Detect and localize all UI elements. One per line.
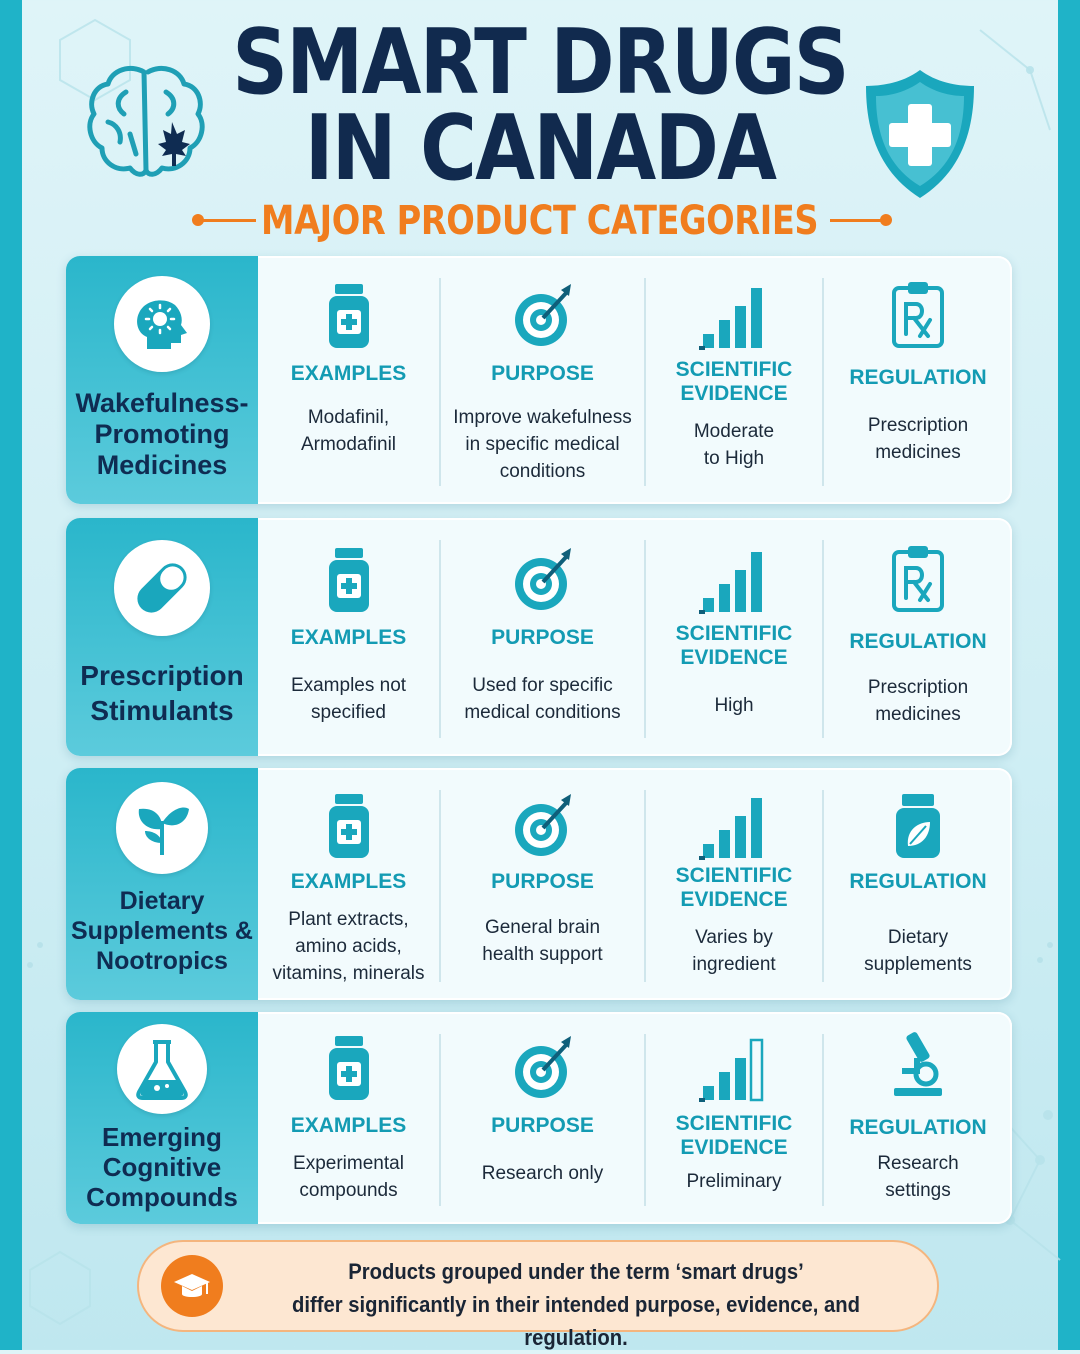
regulation-cell	[824, 518, 1012, 756]
evidence-bar	[735, 816, 746, 858]
page-subtitle: MAJOR PRODUCT CATEGORIES	[261, 198, 819, 244]
evidence-bar	[719, 1072, 730, 1100]
evidence-bar	[703, 598, 714, 612]
regulation-cell	[824, 768, 1012, 1000]
examples-label: EXAMPLES	[290, 626, 407, 649]
purpose-value: Research only	[481, 1163, 604, 1184]
regulation-label: REGULATION	[849, 366, 987, 389]
examples-cell	[258, 768, 439, 1000]
evidence-cell	[646, 1012, 822, 1224]
examples-value: Modafinil, Armodafinil	[300, 407, 397, 455]
evidence-bar	[735, 306, 746, 348]
evidence-bar	[703, 1086, 714, 1100]
rx-clipboard-icon	[886, 278, 950, 350]
purpose-label: PURPOSE	[491, 626, 594, 649]
row-title: Emerging Cognitive Compounds	[86, 1122, 238, 1212]
row-title: Wakefulness- Promoting Medicines	[75, 388, 249, 480]
purpose-value: Improve wakefulness in specific medical conditions	[453, 407, 632, 482]
evidence-bars-icon	[699, 544, 769, 616]
examples-cell	[258, 1012, 439, 1224]
examples-value: Experimental compounds	[293, 1153, 404, 1201]
medicine-bottle-icon	[317, 280, 381, 352]
flask-icon	[117, 1024, 207, 1114]
examples-label: EXAMPLES	[290, 362, 407, 385]
purpose-label: PURPOSE	[491, 870, 594, 893]
footer-text: Products grouped under the term ‘smart drugs’ differ significantly in their intended purpose, evidence, and regulation.	[292, 1259, 860, 1350]
head-sun-icon	[114, 276, 210, 372]
evidence-bar	[751, 552, 762, 612]
row-header	[66, 518, 258, 756]
evidence-bar	[735, 570, 746, 612]
evidence-label: SCIENTIFIC EVIDENCE	[675, 358, 793, 405]
medicine-bottle-icon	[317, 1032, 381, 1104]
microscope-icon	[886, 1028, 950, 1100]
evidence-base-mark	[699, 1098, 705, 1102]
examples-value: Examples not specified	[290, 675, 407, 723]
examples-label: EXAMPLES	[290, 870, 407, 893]
evidence-bar	[719, 320, 730, 348]
evidence-base-mark	[699, 346, 705, 350]
row-title: Dietary Supplements & Nootropics	[71, 887, 253, 975]
evidence-cell	[646, 256, 822, 504]
evidence-value: Varies by ingredient	[692, 927, 776, 975]
evidence-bars-icon	[699, 1032, 769, 1104]
category-row-emerging	[66, 1012, 1012, 1224]
category-row-supplements	[66, 768, 1012, 1000]
plant-icon	[116, 782, 208, 874]
evidence-bar	[751, 288, 762, 348]
supplement-bottle-icon	[886, 790, 950, 862]
regulation-value: Prescription medicines	[867, 677, 969, 725]
evidence-base-mark	[699, 610, 705, 614]
evidence-bar	[703, 844, 714, 858]
medicine-bottle-icon	[317, 790, 381, 862]
evidence-label: SCIENTIFIC EVIDENCE	[675, 864, 793, 911]
capsule-icon	[114, 540, 210, 636]
purpose-cell	[441, 256, 644, 504]
medicine-bottle-icon	[317, 544, 381, 616]
rx-clipboard-icon	[886, 542, 950, 614]
evidence-base-mark	[699, 856, 705, 860]
row-header	[66, 768, 258, 1000]
evidence-value: Preliminary	[686, 1171, 782, 1192]
subtitle-bar	[0, 196, 1080, 246]
purpose-value: General brain health support	[482, 917, 603, 965]
regulation-cell	[824, 1012, 1012, 1224]
evidence-bar	[719, 584, 730, 612]
purpose-cell	[441, 768, 644, 1000]
purpose-value: Used for specific medical conditions	[464, 675, 621, 723]
regulation-value: Dietary supplements	[864, 927, 972, 975]
purpose-cell	[441, 518, 644, 756]
target-icon	[511, 1032, 575, 1104]
regulation-label: REGULATION	[849, 870, 987, 893]
target-icon	[511, 280, 575, 352]
target-icon	[511, 544, 575, 616]
evidence-bar	[751, 798, 762, 858]
graduation-cap-icon	[161, 1255, 223, 1317]
regulation-cell	[824, 256, 1012, 504]
regulation-value: Research settings	[877, 1153, 959, 1201]
category-row-stimulants	[66, 518, 1012, 756]
purpose-label: PURPOSE	[491, 1114, 594, 1137]
evidence-bars-icon	[699, 790, 769, 862]
examples-cell	[258, 256, 439, 504]
regulation-label: REGULATION	[849, 630, 987, 653]
purpose-cell	[441, 1012, 644, 1224]
footer-note	[137, 1240, 939, 1350]
evidence-cell	[646, 768, 822, 1000]
examples-value: Plant extracts, amino acids, vitamins, minerals	[272, 909, 425, 984]
regulation-label: REGULATION	[849, 1116, 987, 1139]
evidence-cell	[646, 518, 822, 756]
evidence-bars-icon	[699, 280, 769, 352]
row-title: Prescription Stimulants	[80, 660, 244, 726]
evidence-bar	[703, 334, 714, 348]
row-header	[66, 256, 258, 504]
row-header	[66, 1012, 258, 1224]
purpose-label: PURPOSE	[491, 362, 594, 385]
evidence-label: SCIENTIFIC EVIDENCE	[675, 622, 793, 669]
page-title-line-1: SMART DRUGS	[232, 10, 848, 115]
evidence-bar	[751, 1040, 762, 1100]
evidence-label: SCIENTIFIC EVIDENCE	[675, 1112, 793, 1159]
evidence-bar	[719, 830, 730, 858]
evidence-bar	[735, 1058, 746, 1100]
page-title-line-2: IN CANADA	[304, 96, 776, 201]
category-row-wakefulness	[66, 256, 1012, 504]
examples-cell	[258, 518, 439, 756]
evidence-value: High	[714, 695, 754, 716]
regulation-value: Prescription medicines	[867, 415, 969, 463]
target-icon	[511, 790, 575, 862]
evidence-value: Moderate to High	[693, 421, 775, 469]
examples-label: EXAMPLES	[290, 1114, 407, 1137]
